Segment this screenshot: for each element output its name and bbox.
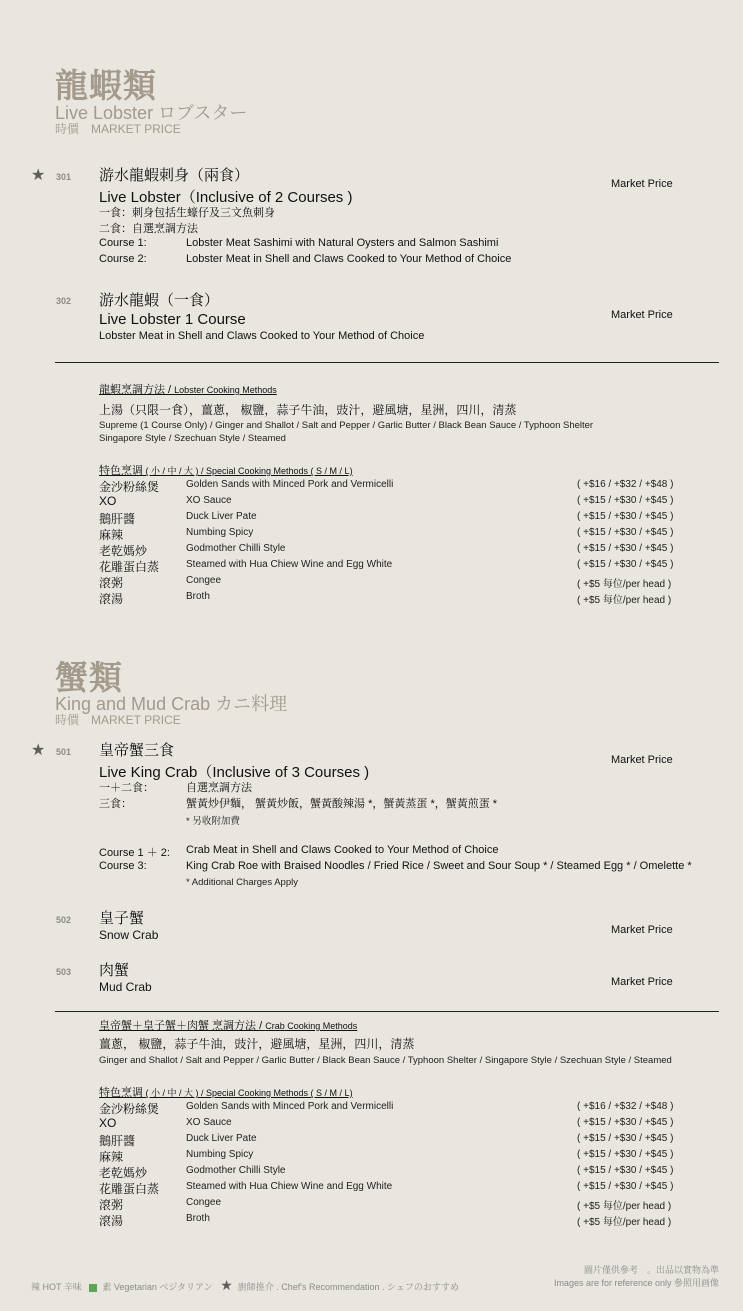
crab-special-heading [99,1084,353,1100]
special-method-row [0,494,743,510]
special-method-price: ( +$15 / +$30 / +$45 ) [577,511,674,522]
special-method-row [0,1164,743,1180]
special-method-row [0,1148,743,1164]
methods-heading-en: Lobster Cooking Methods [174,385,277,395]
item-price: Market Price [611,976,673,988]
special-method-row [0,526,743,542]
special-method-cn: 滾粥 [99,1198,124,1212]
special-method-row [0,1132,743,1148]
special-method-cn: 花雕蛋白蒸 [99,560,160,574]
hot-legend: 辣 HOT 辛味 [31,1282,82,1292]
special-method-en: Golden Sands with Minced Pork and Vermicelli [186,479,394,490]
item-code: 302 [56,296,72,306]
special-heading-cn: 特色烹调 [99,1087,143,1099]
crab-methods-cn: 薑蔥， 椒鹽，蒜子牛油，豉汁，避風塘，星洲，四川，清蒸 [99,1037,415,1051]
vegetarian-square-icon [89,1284,97,1292]
item-price: Market Price [611,178,673,190]
item-desc-cn: 一食：刺身包括生蠔仔及三文魚刺身 [99,207,275,219]
special-method-cn: 滾粥 [99,576,124,590]
methods-heading-cn: 皇帝蟹＋皇子蟹＋肉蟹 烹調方法 / [99,1020,266,1032]
special-method-en: Steamed with Hua Chiew Wine and Egg White [186,559,393,570]
special-method-price: ( +$5 每位/per head ) [577,579,672,590]
item-price: Market Price [611,924,673,936]
special-method-en: XO Sauce [186,1117,232,1128]
special-method-price: ( +$15 / +$30 / +$45 ) [577,543,674,554]
reference-note-en: Images are for reference only 參照用画像 [553,1278,719,1288]
special-method-en: Godmother Chilli Style [186,543,286,554]
item-name-en: Live Lobster 1 Course [99,311,246,328]
special-method-row [0,1116,743,1132]
course-text: Lobster Meat Sashimi with Natural Oysters and Salmon Sashimi [186,237,499,249]
special-method-en: XO Sauce [186,495,232,506]
footer-legend [31,1277,459,1294]
chef-star-icon: ★ [31,167,46,184]
special-method-cn: 花雕蛋白蒸 [99,1182,160,1196]
special-method-price: ( +$16 / +$32 / +$48 ) [577,1101,674,1112]
special-method-en: Steamed with Hua Chiew Wine and Egg White [186,1181,393,1192]
lobster-methods-en: Singapore Style / Szechuan Style / Steamed [99,433,286,444]
course-label: Course 1: [99,237,147,249]
special-method-cn: 鵝肝醬 [99,512,136,526]
chef-legend: 廚師推介 . Chef's Recommendation . シェフのおすすめ [237,1282,459,1292]
special-method-price: ( +$5 每位/per head ) [577,595,672,606]
course-text: King Crab Roe with Braised Noodles / Fried Rice / Sweet and Sour Soup * / Steamed Egg * / Omelette * [186,860,692,872]
item-name-en: Mud Crab [99,980,152,994]
item-code: 501 [56,747,72,757]
special-method-price: ( +$15 / +$30 / +$45 ) [577,527,674,538]
lobster-methods-heading [99,381,277,397]
special-method-price: ( +$5 每位/per head ) [577,1217,672,1228]
special-method-row [0,590,743,606]
special-method-row [0,478,743,494]
item-code: 502 [56,915,72,925]
special-method-row [0,1212,743,1228]
special-method-price: ( +$15 / +$30 / +$45 ) [577,1149,674,1160]
special-heading-en: ( 小 / 中 / 大 ) / Special Cooking Methods ( S / M / L) [143,1088,353,1098]
special-method-cn: 麻辣 [99,1150,124,1164]
special-method-price: ( +$15 / +$30 / +$45 ) [577,1165,674,1176]
special-method-price: ( +$15 / +$30 / +$45 ) [577,495,674,506]
lobster-market-price: 時價 MARKET PRICE [55,122,181,136]
special-method-en: Godmother Chilli Style [186,1165,286,1176]
divider [55,362,719,363]
item-name-en: Snow Crab [99,928,159,942]
item-code: 301 [56,172,72,182]
special-method-price: ( +$15 / +$30 / +$45 ) [577,1117,674,1128]
course-label: Course 1 ＋ 2: [99,847,170,859]
special-method-price: ( +$15 / +$30 / +$45 ) [577,559,674,570]
course-label: Course 3: [99,860,147,872]
crab-title-cn: 蟹類 [55,658,123,697]
note-cn: * 另收附加費 [186,816,240,827]
special-method-price: ( +$5 每位/per head ) [577,1201,672,1212]
special-method-en: Congee [186,1197,222,1208]
lobster-methods-cn: 上湯（只限一食），薑蔥， 椒鹽，蒜子牛油，豉汁，避風塘，星洲，四川，清蒸 [99,403,517,417]
special-method-en: Duck Liver Pate [186,1133,257,1144]
special-method-row [0,1100,743,1116]
course-text: Lobster Meat in Shell and Claws Cooked to Your Method of Choice [186,253,512,265]
special-method-cn: 麻辣 [99,528,124,542]
course-text: 自選烹調方法 [186,782,252,794]
item-name-cn: 皇帝蟹三食 [99,741,175,759]
special-method-cn: XO [99,1116,117,1130]
crab-methods-heading [99,1017,357,1033]
special-method-cn: 老乾媽炒 [99,1166,148,1180]
special-method-row [0,574,743,590]
item-name-cn: 肉蟹 [99,961,130,979]
item-name-en: Live Lobster（Inclusive of 2 Courses ) [99,189,353,206]
crab-methods-en: Ginger and Shallot / Salt and Pepper / Garlic Butter / Black Bean Sauce / Typhoon Shelter / Singapore Style / Szechuan Style / Steamed [99,1055,672,1066]
course-label: 一＋二食： [99,782,154,794]
course-text: 蟹黃炒伊麵， 蟹黃炒飯，蟹黃酸辣湯 *，蟹黃蒸蛋 *，蟹黃煎蛋 * [186,798,498,810]
crab-title-en: King and Mud Crab カニ料理 [55,694,288,714]
special-method-en: Numbing Spicy [186,527,254,538]
item-name-cn: 游水龍蝦刺身（兩食） [99,166,250,184]
chef-star-icon: ★ [220,1277,233,1293]
special-method-en: Broth [186,591,210,602]
lobster-special-heading [99,462,353,478]
special-method-cn: 金沙粉絲煲 [99,480,160,494]
item-name-en: Live King Crab（Inclusive of 3 Courses ) [99,764,370,781]
special-method-row [0,542,743,558]
special-method-price: ( +$15 / +$30 / +$45 ) [577,1133,674,1144]
special-method-en: Broth [186,1213,210,1224]
lobster-methods-en: Supreme (1 Course Only) / Ginger and Shallot / Salt and Pepper / Garlic Butter / Black Bean Sauce / Typhoon Shelter [99,420,594,431]
special-method-cn: 老乾媽炒 [99,544,148,558]
course-label: Course 2: [99,253,147,265]
lobster-title-en: Live Lobster ロブスター [55,103,248,123]
vegetarian-legend: 素 Vegetarian ベジタリアン [102,1282,213,1292]
methods-heading-en: Crab Cooking Methods [265,1021,358,1031]
special-method-row [0,558,743,574]
note-en: * Additional Charges Apply [186,877,298,888]
special-method-price: ( +$16 / +$32 / +$48 ) [577,479,674,490]
special-method-en: Golden Sands with Minced Pork and Vermicelli [186,1101,394,1112]
special-method-en: Congee [186,575,222,586]
item-name-cn: 游水龍蝦（一食） [99,291,220,309]
special-heading-en: ( 小 / 中 / 大 ) / Special Cooking Methods ( S / M / L) [143,466,353,476]
crab-market-price: 時價 MARKET PRICE [55,713,181,727]
item-code: 503 [56,967,72,977]
chef-star-icon: ★ [31,742,46,759]
item-name-cn: 皇子蟹 [99,909,145,927]
special-method-cn: 金沙粉絲煲 [99,1102,160,1116]
lobster-title-cn: 龍蝦類 [55,66,157,105]
methods-heading-cn: 龍蝦烹調方法 / [99,384,175,396]
special-method-cn: 滾湯 [99,1214,124,1228]
item-desc-en: Lobster Meat in Shell and Claws Cooked to Your Method of Choice [99,330,425,342]
special-method-price: ( +$15 / +$30 / +$45 ) [577,1181,674,1192]
special-method-row [0,1180,743,1196]
special-method-en: Duck Liver Pate [186,511,257,522]
special-method-row [0,1196,743,1212]
special-method-en: Numbing Spicy [186,1149,254,1160]
divider [55,1011,719,1012]
item-desc-cn: 二食：自選烹調方法 [99,223,198,235]
item-price: Market Price [611,309,673,321]
special-heading-cn: 特色烹调 [99,465,143,477]
reference-note-cn: 圖片僅供參考 。出品以實物為準 [583,1265,719,1275]
course-label: 三食： [99,798,132,810]
item-price: Market Price [611,754,673,766]
course-text: Crab Meat in Shell and Claws Cooked to Your Method of Choice [186,844,499,856]
special-method-cn: XO [99,494,117,508]
special-method-cn: 滾湯 [99,592,124,606]
special-method-row [0,510,743,526]
special-method-cn: 鵝肝醬 [99,1134,136,1148]
